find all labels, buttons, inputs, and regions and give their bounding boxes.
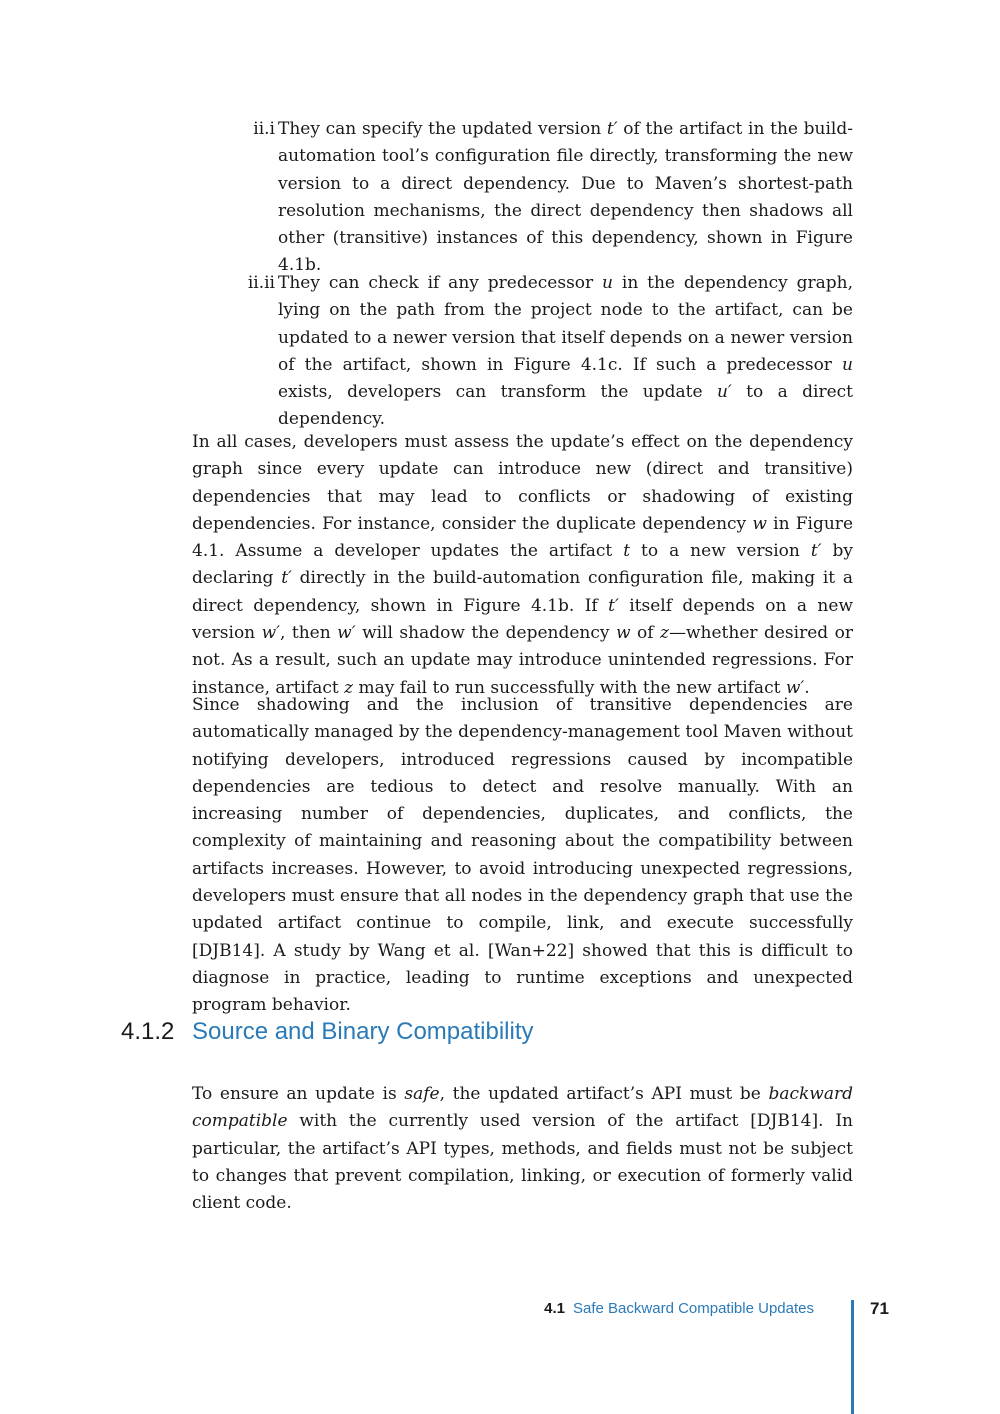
- paragraph: In all cases, developers must assess the update’s effect on the dependency graph since every update can introduce new (direct and transitive) dependencies that may lead to conflicts or shadowing of existing dependencies. For instance, consider the duplicate dependency w in Figure 4.1. Assume a developer updates the artifact t to a new version t′ by declaring t′ directly in the build-automation configuration file, making it a direct dependency, shown in Figure 4.1b. If t′ itself depends on a new version w′, then w′ will shadow the dependency w of z—whether desired or not. As a result, such an update may introduce unintended regressions. For instance, artifact z may fail to run successfully with the new artifact w′.: [192, 432, 853, 698]
- section-number: 4.1.2: [121, 1018, 175, 1045]
- math-variable: u′: [716, 382, 732, 403]
- footer-section-number: 4.1: [544, 1300, 566, 1317]
- footer-section-title: Safe Backward Compatible Updates: [573, 1300, 814, 1317]
- math-variable: t′: [608, 595, 619, 616]
- math-variable: t′: [281, 568, 292, 589]
- section-heading: [121, 1018, 534, 1046]
- math-variable: u: [602, 273, 613, 293]
- running-footer: [544, 1300, 814, 1317]
- math-variable: w′: [337, 623, 356, 644]
- margin-rule: [851, 1300, 854, 1414]
- list-item-text: They can check if any predecessor u in the dependency graph, lying on the path from the project node to the artifact, can be updated to a newer version that itself depends on a newer version of the artifact, shown in Figure 4.1c. If such a predecessor u exists, developers can transform the update u′ to a direct dependency.: [278, 273, 853, 430]
- list-item: [241, 270, 853, 434]
- math-variable: w: [615, 623, 631, 644]
- emphasis: backward compatible: [192, 1084, 853, 1132]
- math-variable: z: [344, 677, 354, 698]
- math-variable: z: [660, 623, 669, 644]
- math-variable: u: [842, 354, 853, 375]
- math-variable: t: [623, 541, 631, 562]
- list-item-text: They can specify the updated version t′ of the artifact in the build-automation tool’s configuration file directly, transforming the new version to a direct dependency. Due to Maven’s shortest-path resolution mechanisms, the direct dependency then shadows all other (transitive) instances of this dependency, shown in Figure 4.1b.: [278, 119, 853, 276]
- math-variable: t′: [606, 119, 618, 139]
- page-number: 71: [870, 1299, 889, 1318]
- math-variable: w: [752, 513, 767, 534]
- section-title: Source and Binary Compatibility: [192, 1018, 534, 1045]
- math-variable: t′: [810, 541, 822, 562]
- math-variable: w′: [785, 677, 805, 698]
- list-item-label: ii.ii: [247, 273, 275, 293]
- paragraph: Since shadowing and the inclusion of transitive dependencies are automatically managed by the dependency-management tool Maven without notifying developers, introduced regressions caused by incompatible dependencies are tedious to detect and resolve manually. With an increasing number of dependencies, duplicates, and conflicts, the complexity of maintaining and reasoning about the compatibility between artifacts increases. However, to avoid introducing unexpected regressions, developers must ensure that all nodes in the dependency graph that use the updated artifact continue to compile, link, and execute successfully [DJB14]. A study by Wang et al. [Wan+22] showed that this is difficult to diagnose in practice, leading to runtime exceptions and unexpected program behavior.: [192, 695, 853, 1016]
- paragraph: To ensure an update is safe, the updated artifact’s API must be backward compatible with the currently used version of the artifact [DJB14]. In particular, the artifact’s API types, methods, and fields must not be subject to changes that prevent compilation, linking, or execution of formerly valid client code.: [192, 1084, 853, 1214]
- math-variable: w′: [261, 623, 281, 644]
- list-item-label: ii.i: [253, 119, 275, 139]
- list-item: [241, 116, 853, 280]
- emphasis: safe: [404, 1084, 440, 1104]
